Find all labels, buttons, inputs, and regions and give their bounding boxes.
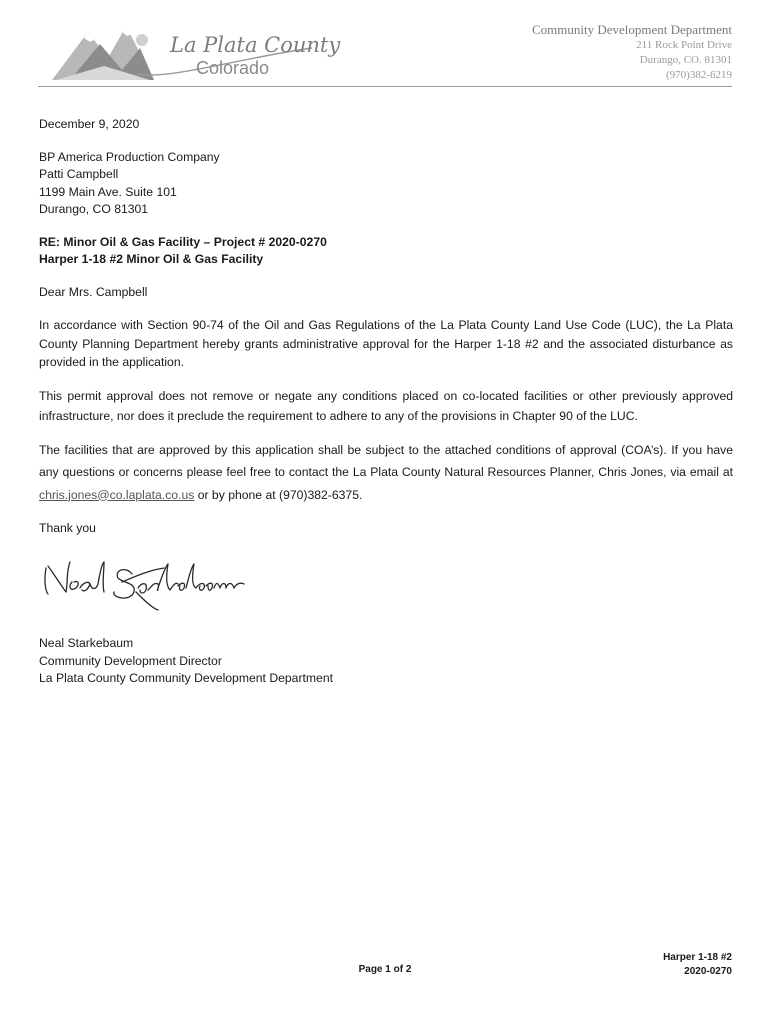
contact-text: The facilities that are approved by this application shall be subject to the attached conditions of approval (COA’s). If you have any questions or concerns please feel free to contact the La Plata County Natural Resources Planner, Chris Jones, via email at [39, 442, 733, 479]
recipient-line: Durango, CO 81301 [39, 202, 149, 216]
address-line: (970)382-6219 [666, 69, 732, 81]
salutation: Dear Mrs. Campbell [39, 284, 148, 299]
recipient-address [39, 149, 733, 219]
closing: Thank you [39, 521, 96, 535]
subject-line-2: Harper 1-18 #2 Minor Oil & Gas Facility [39, 252, 264, 266]
signer-title: Community Development Director [39, 653, 222, 668]
letter-body [39, 116, 733, 538]
header-divider [38, 86, 732, 87]
footer-project-number: 2020-0270 [684, 966, 732, 977]
recipient-line: BP America Production Company [39, 149, 220, 164]
subject-line-1: RE: Minor Oil & Gas Facility – Project # 2020-0270 [39, 234, 327, 249]
logo-text-state: Colorado [196, 58, 270, 78]
signer-name: Neal Starkebaum [39, 636, 134, 650]
logo-text-county: La Plata County [170, 33, 341, 57]
handwritten-signature-icon [40, 548, 250, 620]
footer-project-name: Harper 1-18 #2 [663, 952, 732, 963]
letter-date: December 9, 2020 [39, 117, 140, 131]
signer-block [39, 635, 333, 688]
paragraph-contact [39, 439, 733, 507]
email-link[interactable]: chris.jones@co.laplata.co.us [39, 487, 195, 502]
paragraph-approval: In accordance with Section 90-74 of the Oil and Gas Regulations of the La Plata County Land Use Code (LUC), the La Plata County Planning Department hereby grants administrative approval for the Harper 1-18 #2 and the associated disturbance as provided in the application. [39, 318, 733, 369]
paragraph-conditions: This permit approval does not remove or negate any conditions placed on co-located facilities or other previously approved infrastructure, nor does it preclude the requirement to adhere to any of the provisions in Chapter 90 of the LUC. [39, 388, 733, 423]
address-line: 211 Rock Point Drive [636, 39, 732, 51]
footer-reference [663, 951, 732, 979]
address-line: Durango, CO. 81301 [639, 54, 732, 66]
recipient-line: 1199 Main Ave. Suite 101 [39, 184, 177, 199]
department-name: Community Development Department [531, 22, 732, 37]
signer-department: La Plata County Community Development Department [39, 671, 333, 685]
department-header [532, 22, 732, 83]
subject-line [39, 234, 733, 269]
la-plata-county-logo [50, 18, 341, 84]
page-number: Page 1 of 2 [358, 964, 412, 975]
recipient-line: Patti Campbell [39, 167, 119, 181]
contact-text-end: or by phone at (970)382-6375. [194, 487, 363, 502]
